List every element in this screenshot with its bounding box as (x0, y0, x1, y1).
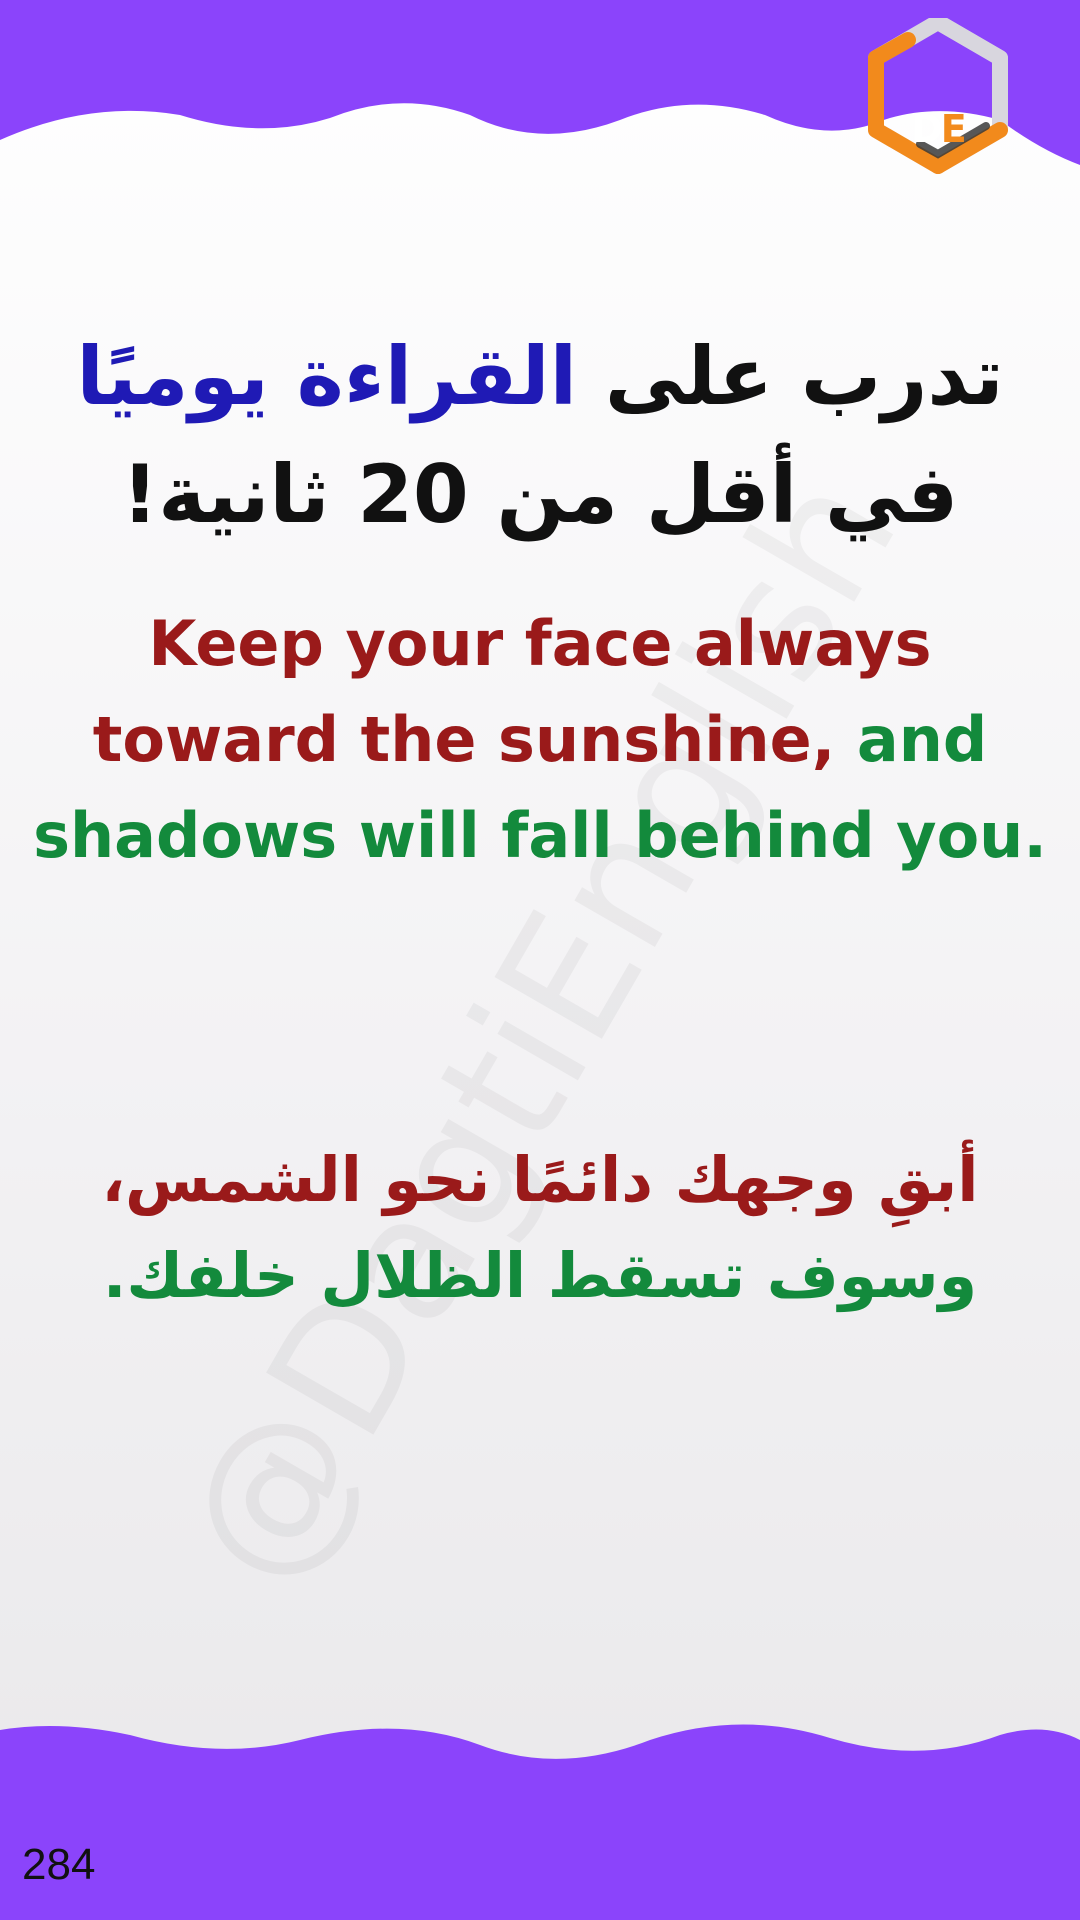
bottom-wave-band (0, 1680, 1080, 1920)
english-quote-green: and shadows will fall behind you. (33, 703, 1047, 872)
logo-letter-e: E (940, 107, 965, 151)
headline (40, 318, 1040, 554)
headline-part-1: تدرب على (576, 330, 1004, 423)
arabic-quote-red: أبقِ وجهك دائمًا نحو الشمس، (101, 1143, 979, 1216)
english-quote-red: Keep your face always toward the sunshine, (92, 607, 932, 776)
brand-logo (868, 18, 1008, 186)
page-number: 284 (22, 1840, 96, 1889)
logo-letter-d: D (911, 107, 941, 151)
hexagon-logo-icon (868, 18, 1008, 186)
logo-letters (868, 107, 1008, 151)
arabic-quote-green: وسوف تسقط الظلال خلفك. (102, 1239, 978, 1312)
english-quote (20, 596, 1060, 884)
arabic-quote (40, 1132, 1040, 1324)
headline-accent: القراءة يوميًا (76, 330, 577, 423)
headline-part-2: في أقل من 20 ثانية! (121, 448, 959, 541)
